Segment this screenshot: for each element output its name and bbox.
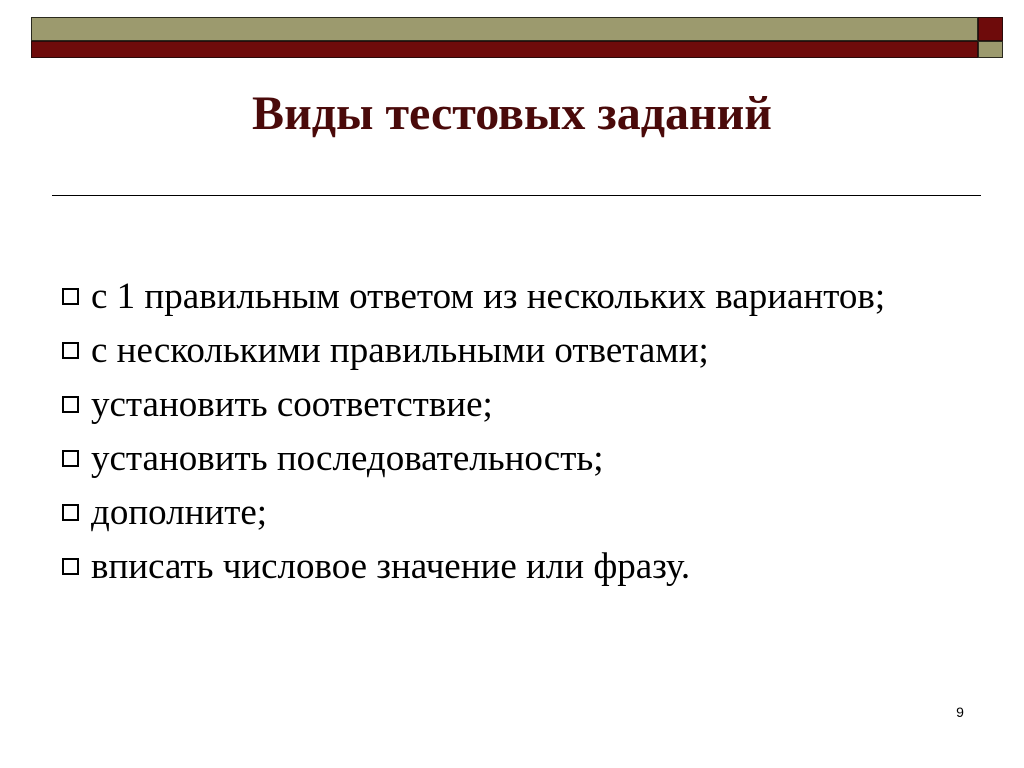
list-item [62, 270, 962, 324]
hollow-square-icon [62, 558, 79, 575]
header-maroon-bar [31, 41, 978, 58]
header-olive-bar [31, 17, 978, 41]
list-item-text: установить соответствие; [91, 384, 493, 425]
hollow-square-icon [62, 504, 79, 521]
list-item [62, 486, 962, 540]
list-item-text: с несколькими правильными ответами; [91, 330, 709, 371]
page-number: 9 [956, 704, 964, 720]
header-maroon-square [978, 17, 1003, 41]
bullet-list [62, 270, 962, 594]
list-item [62, 378, 962, 432]
hollow-square-icon [62, 396, 79, 413]
hollow-square-icon [62, 450, 79, 467]
hollow-square-icon [62, 288, 79, 305]
list-item [62, 540, 962, 594]
list-item-text: дополните; [91, 492, 268, 533]
title-divider [52, 195, 981, 196]
header-olive-square [978, 41, 1003, 58]
slide-title: Виды тестовых заданий [252, 87, 772, 140]
list-item-text: вписать числовое значение или фразу. [91, 546, 691, 587]
list-item [62, 324, 962, 378]
list-item-text: установить последовательность; [91, 438, 604, 479]
list-item [62, 432, 962, 486]
hollow-square-icon [62, 342, 79, 359]
list-item-text: с 1 правильным ответом из нескольких вариантов; [91, 276, 886, 317]
